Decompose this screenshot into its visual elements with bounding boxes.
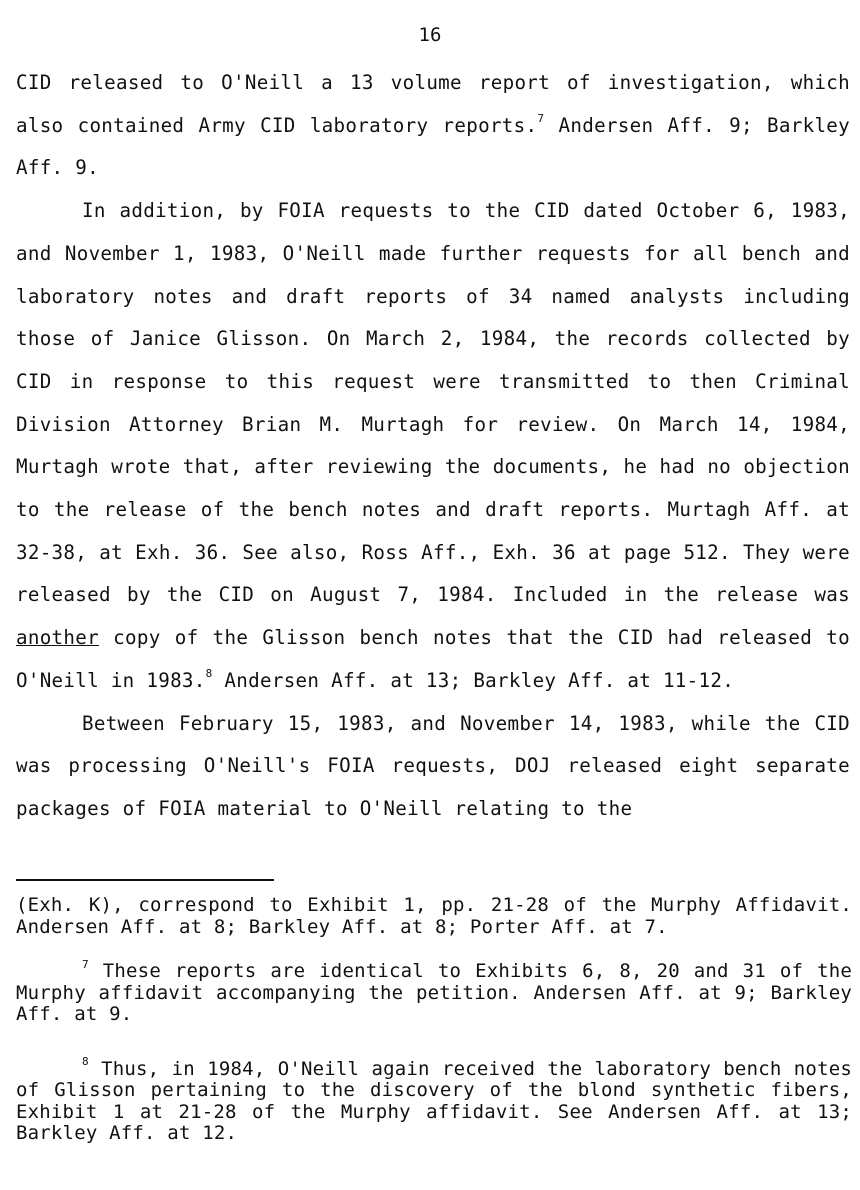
underlined-word: another [16, 626, 99, 650]
paragraph-2-text-b: copy of the Glisson bench notes that the CID had released to O'Neill in 1983. [16, 626, 850, 692]
footnote-8 [16, 1055, 852, 1145]
footnote-7 [16, 957, 852, 1026]
footnote-continued: (Exh. K), correspond to Exhibit 1, pp. 21-28 of the Murphy Affidavit. Andersen Aff. at 8; Barkley Aff. at 8; Porter Aff. at 7. [16, 894, 852, 938]
paragraph-2-text-a: In addition, by FOIA requests to the CID dated October 6, 1983, and November 1, 1983, O'Neill made further requests for all bench and laboratory notes and draft reports of 34 named analysts including those of Janice Glisson. On March 2, 1984, the records collected by CID in response to this request were transmitted to then Criminal Division Attorney Brian M. Murtagh for review. On March 14, 1984, Murtagh wrote that, after reviewing the documents, he had no objection to the release of the bench notes and draft reports. Murtagh Aff. at 32-38, at Exh. 36. See also, Ross Aff., Exh. 36 at page 512. They were released by the CID on August 7, 1984. Included in the release was [16, 199, 850, 607]
paragraph-2 [16, 190, 850, 702]
paragraph-1-citation: Andersen Aff. 9; Barkley Aff. 9. [16, 113, 850, 180]
footnote-ref-8: 8 [205, 667, 213, 681]
paragraph-3-text: Between February 15, 1983, and November 14, 1983, while the CID was processing O'Neill's FOIA requests, DOJ released eight separate packages of FOIA material to O'Neill relating to the [16, 711, 850, 820]
footnotes [16, 895, 852, 1145]
paragraph-1 [16, 62, 850, 190]
footnote-divider [16, 879, 274, 881]
page-number: 16 [418, 24, 442, 46]
paragraph-2-citation: Andersen Aff. at 13; Barkley Aff. at 11-12. [212, 668, 735, 692]
paragraph-3 [16, 703, 850, 831]
footnote-7-text: These reports are identical to Exhibits 6, 8, 20 and 31 of the Murphy affidavit accompanying the petition. Andersen Aff. at 9; Barkley Aff. at 9. [16, 960, 852, 1025]
paragraph-1-text: CID released to O'Neill a 13 volume report of investigation, which also contained Army CID laboratory reports. [16, 71, 850, 137]
body-text [16, 62, 850, 831]
footnote-8-text: Thus, in 1984, O'Neill again received the laboratory bench notes of Glisson pertaining to the discovery of the blond synthetic fibers, Exhibit 1 at 21-28 of the Murphy affidavit. See Andersen Aff. at 13; Barkley Aff. at 12. [16, 1057, 852, 1144]
footnote-ref-7: 7 [537, 112, 545, 126]
footnote-7-marker: 7 [82, 957, 89, 971]
footnote-8-marker: 8 [82, 1055, 89, 1069]
